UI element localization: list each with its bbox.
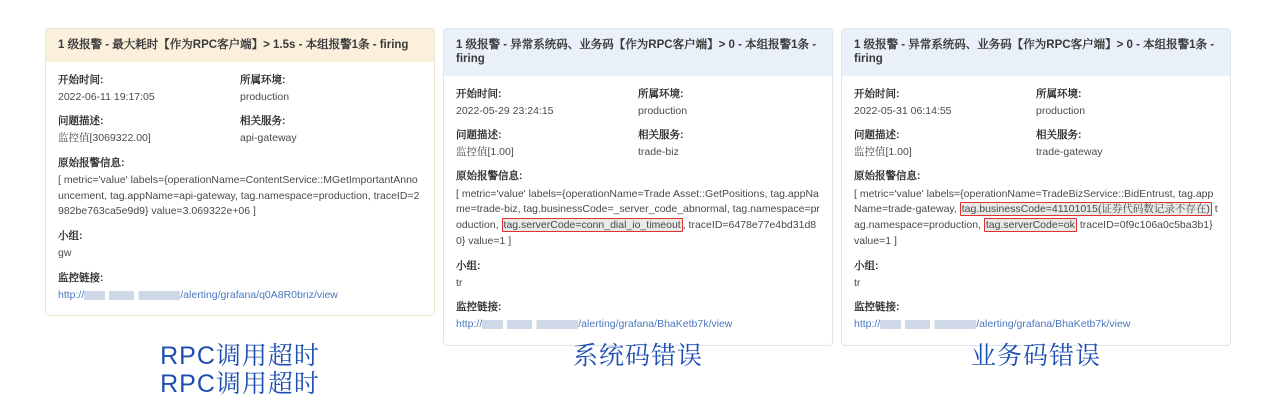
group-field <box>58 229 422 261</box>
alert-meta-row <box>854 87 1218 119</box>
issue-value: 监控值[1.00] <box>854 146 912 159</box>
redacted-host <box>482 320 578 329</box>
alert-card-body <box>842 76 1230 345</box>
environment-label: 所属环境: <box>240 73 286 86</box>
monitor-link-field <box>854 300 1218 332</box>
link-prefix: http:// <box>58 288 85 301</box>
alert-meta-row <box>58 114 422 146</box>
raw-alert-label: 原始报警信息: <box>456 170 523 183</box>
environment-value: production <box>638 104 688 117</box>
caption-system-code-label: 系统码错误 <box>572 342 703 370</box>
raw-alert-value: [ metric='value' labels={operationName=ContentService::MGetImportantAnnouncement, tag.appName=api-gateway, tag.namespace=production, traceID=2982be763ca5e9d9} value=3.069322e+06 ] <box>58 173 420 218</box>
raw-alert-field <box>854 169 1218 249</box>
alert-meta-row <box>456 87 820 119</box>
issue-field <box>456 128 638 160</box>
issue-value: 监控值[3069322.00] <box>58 132 151 145</box>
environment-field <box>240 73 422 105</box>
group-field <box>854 259 1218 291</box>
environment-value: production <box>1036 104 1086 117</box>
alert-card-rpc-timeout <box>45 28 435 316</box>
raw-alert-field <box>58 156 422 220</box>
group-value: gw <box>58 247 72 260</box>
caption-rpc-timeout-label: RPC调用超时 <box>160 342 320 370</box>
group-value: tr <box>854 276 861 289</box>
alert-column-2 <box>443 28 833 346</box>
highlighted-business-code: tag.businessCode=41101015(证券代码数记录不存在) <box>961 203 1210 216</box>
alert-meta-row <box>58 73 422 105</box>
monitor-link-label: 监控链接: <box>58 271 104 284</box>
alert-column-1 <box>45 28 435 398</box>
start-time-label: 开始时间: <box>854 87 900 100</box>
issue-label: 问题描述: <box>456 129 502 142</box>
start-time-label: 开始时间: <box>58 73 104 86</box>
environment-label: 所属环境: <box>638 87 684 100</box>
link-suffix: /alerting/grafana/BhaKetb7k/view <box>976 318 1131 331</box>
monitor-link[interactable] <box>854 318 1130 330</box>
raw-alert-label: 原始报警信息: <box>58 156 125 169</box>
raw-alert-suffix: traceID=0f9c106a0c5ba3b1} value=1 ] <box>854 219 1213 247</box>
link-prefix: http:// <box>456 318 483 331</box>
raw-alert-value <box>854 187 1218 250</box>
alert-meta-row <box>854 128 1218 160</box>
service-field <box>638 128 820 160</box>
start-time-value: 2022-05-31 06:14:55 <box>854 104 952 117</box>
service-value: api-gateway <box>240 132 297 145</box>
start-time-field <box>854 87 1036 119</box>
link-suffix: /alerting/grafana/q0A8R0bnz/view <box>180 288 338 301</box>
highlighted-server-code: tag.serverCode=conn_dial_io_timeout <box>503 219 681 232</box>
alert-card-header: 1 级报警 - 最大耗时【作为RPC客户端】> 1.5s - 本组报警1条 - firing <box>46 29 434 62</box>
raw-alert-field <box>456 169 820 249</box>
alert-card-body <box>444 76 832 345</box>
link-suffix: /alerting/grafana/BhaKetb7k/view <box>578 318 733 331</box>
alert-card-header: 1 级报警 - 异常系统码、业务码【作为RPC客户端】> 0 - 本组报警1条 - firing <box>842 29 1230 76</box>
alert-card-body <box>46 62 434 315</box>
service-value: trade-biz <box>638 146 679 159</box>
raw-alert-prefix: [ metric='value' labels={operationName=Trade Asset::GetPositions, tag.appName=trade-biz, tag.businessCode=_server_code_abnormal, tag.namespace=production, <box>456 187 820 232</box>
link-prefix: http:// <box>854 318 881 331</box>
issue-value: 监控值[1.00] <box>456 146 514 159</box>
alert-card-business-code <box>841 28 1231 346</box>
alert-meta-row <box>456 128 820 160</box>
issue-field <box>58 114 240 146</box>
environment-value: production <box>240 91 290 104</box>
issue-label: 问题描述: <box>854 129 900 142</box>
issue-field <box>854 128 1036 160</box>
monitor-link-label: 监控链接: <box>854 301 900 314</box>
service-label: 相关服务: <box>1036 129 1082 142</box>
raw-alert-value <box>456 187 820 250</box>
group-label: 小组: <box>456 259 481 272</box>
monitor-link[interactable] <box>456 318 732 330</box>
service-label: 相关服务: <box>240 115 286 128</box>
caption-rpc-timeout: RPC调用超时 <box>160 370 320 398</box>
group-label: 小组: <box>58 230 83 243</box>
redacted-host <box>84 291 180 300</box>
alert-column-3 <box>841 28 1231 346</box>
group-value: tr <box>456 276 463 289</box>
service-value: trade-gateway <box>1036 146 1103 159</box>
group-field <box>456 259 820 291</box>
start-time-value: 2022-05-29 23:24:15 <box>456 104 554 117</box>
monitor-link[interactable] <box>58 289 338 301</box>
raw-alert-suffix: , traceID=6478e77e4bd31d80} value=1 ] <box>456 219 817 247</box>
environment-field <box>1036 87 1218 119</box>
start-time-field <box>456 87 638 119</box>
highlighted-server-code: tag.serverCode=ok <box>985 219 1075 232</box>
start-time-field <box>58 73 240 105</box>
raw-alert-prefix: [ metric='value' labels={operationName=TradeBizService::BidEntrust, tag.appName=trade-gateway, <box>854 187 1214 216</box>
issue-label: 问题描述: <box>58 115 104 128</box>
monitor-link-field <box>58 271 422 303</box>
raw-alert-mid: tag.namespace=production, <box>854 203 1218 232</box>
service-label: 相关服务: <box>638 129 684 142</box>
alert-card-header: 1 级报警 - 异常系统码、业务码【作为RPC客户端】> 0 - 本组报警1条 - firing <box>444 29 832 76</box>
raw-alert-label: 原始报警信息: <box>854 170 921 183</box>
environment-label: 所属环境: <box>1036 87 1082 100</box>
redacted-host <box>880 320 976 329</box>
alert-card-system-code <box>443 28 833 346</box>
environment-field <box>638 87 820 119</box>
monitor-link-label: 监控链接: <box>456 301 502 314</box>
caption-business-code-label: 业务码错误 <box>970 342 1101 370</box>
group-label: 小组: <box>854 259 879 272</box>
start-time-value: 2022-06-11 19:17:05 <box>58 91 155 104</box>
monitor-link-field <box>456 300 820 332</box>
service-field <box>1036 128 1218 160</box>
start-time-label: 开始时间: <box>456 87 502 100</box>
service-field <box>240 114 422 146</box>
